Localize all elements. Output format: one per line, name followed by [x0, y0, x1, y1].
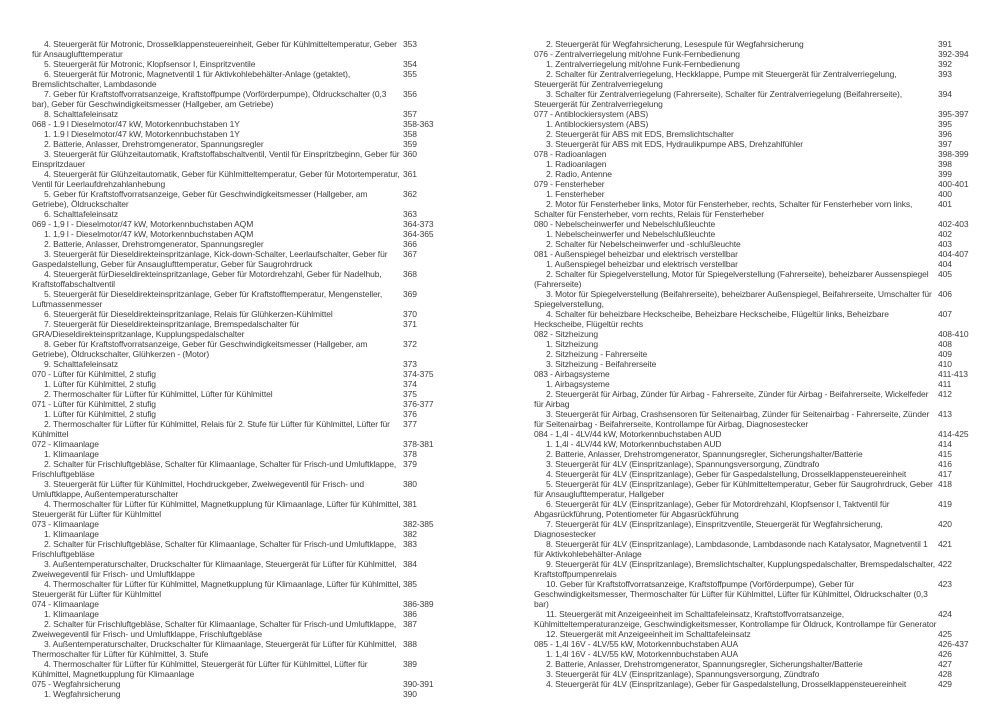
toc-section-header — [534, 219, 974, 229]
toc-entry-page-number: 385 — [403, 579, 417, 589]
toc-entry-page-number: 360 — [403, 149, 417, 159]
toc-section-header — [534, 49, 974, 59]
toc-entry-page-number: 414-425 — [938, 429, 969, 439]
toc-entry-page-number: 398-399 — [938, 149, 969, 159]
toc-entry-page-number: 406 — [938, 289, 952, 299]
toc-entry — [534, 499, 974, 519]
toc-entry-text: 2. Schalter für Frischluftgebläse, Schalter für Klimaanlage, Schalter für Frisch-und Umluftklappe, Frischluftgebläse — [32, 459, 397, 479]
toc-entry-page-number: 382-385 — [403, 519, 434, 529]
toc-entry-page-number: 422 — [938, 559, 952, 569]
toc-entry-page-number: 410 — [938, 359, 952, 369]
toc-entry-page-number: 392 — [938, 59, 952, 69]
toc-entry — [534, 379, 974, 389]
toc-entry-page-number: 426-437 — [938, 639, 969, 649]
toc-entry-text: 6. Steuergerät für Dieseldirekteinspritzanlage, Relais für Glühkerzen-Kühlmittel — [44, 309, 333, 319]
toc-section-header — [534, 639, 974, 649]
toc-entry — [534, 189, 974, 199]
toc-entry-text: 085 - 1,4l 16V - 4LV/55 kW, Motorkennbuchstaben AUA — [534, 639, 739, 649]
toc-entry-text: 4. Schalter für beheizbare Heckscheibe, Beheizbare Heckscheibe, Flügeltür links, Beheizbare Heckscheibe, Flügeltür rechts — [534, 309, 889, 329]
toc-entry-text: 1. Wegfahrsicherung — [44, 689, 121, 699]
toc-entry-page-number: 419 — [938, 499, 952, 509]
toc-entry-page-number: 369 — [403, 289, 417, 299]
toc-entry-page-number: 427 — [938, 659, 952, 669]
toc-entry-text: 8. Schalttafeleinsatz — [44, 109, 118, 119]
toc-entry-text: 11. Steuergerät mit Anzeigeeinheit im Schalttafeleinsatz, Kraftstoffvorratsanzeige, Kühlmitteltemperaturanzeige, Geschwindigkeitsmesser, Kontrollampe für Öldruck, Kontrollampe für Generator — [534, 609, 937, 629]
toc-entry — [534, 649, 974, 659]
toc-entry — [32, 639, 457, 659]
toc-entry — [534, 69, 974, 89]
toc-entry-page-number: 387 — [403, 619, 417, 629]
toc-entry-page-number: 371 — [403, 319, 417, 329]
toc-entry — [534, 389, 974, 409]
toc-entry-text: 073 - Klimaanlage — [32, 519, 99, 529]
index-column-right — [534, 39, 974, 689]
toc-entry-page-number: 391 — [938, 39, 952, 49]
toc-entry-page-number: 405 — [938, 269, 952, 279]
toc-entry — [534, 159, 974, 169]
toc-entry-page-number: 355 — [403, 69, 417, 79]
toc-entry-page-number: 354 — [403, 59, 417, 69]
toc-entry-text: 2. Steuergerät für Airbag, Zünder für Airbag - Fahrerseite, Zünder für Airbag - Beifahrerseite, Wickelfeder für Airbag — [534, 389, 929, 409]
toc-entry — [32, 269, 457, 289]
toc-entry-page-number: 395-397 — [938, 109, 969, 119]
toc-section-header — [32, 119, 457, 129]
toc-entry — [32, 149, 457, 169]
toc-entry-page-number: 361 — [403, 169, 417, 179]
toc-entry-page-number: 390-391 — [403, 679, 434, 689]
toc-entry-page-number: 394 — [938, 89, 952, 99]
toc-entry — [32, 39, 457, 59]
toc-entry-page-number: 428 — [938, 669, 952, 679]
toc-entry-page-number: 381 — [403, 499, 417, 509]
toc-entry-page-number: 377 — [403, 419, 417, 429]
toc-entry-text: 3. Schalter für Zentralverriegelung (Fahrerseite), Schalter für Zentralverriegelung (Beifahrerseite), Steuergerät für Zentralverriegelung — [534, 89, 903, 109]
toc-entry — [534, 579, 974, 609]
toc-entry — [32, 529, 457, 539]
toc-entry-text: 4. Steuergerät für 4LV (Einspritzanlage), Geber für Gaspedalstellung, Drosselklappensteuereinheit — [546, 679, 907, 689]
toc-entry-text: 1. Lüfter für Kühlmittel, 2 stufig — [44, 409, 156, 419]
toc-entry-text: 2. Batterie, Anlasser, Drehstromgenerator, Spannungsregler — [44, 239, 264, 249]
toc-entry-page-number: 416 — [938, 459, 952, 469]
toc-entry-page-number: 404 — [938, 259, 952, 269]
toc-entry — [32, 419, 457, 439]
toc-entry-page-number: 359 — [403, 139, 417, 149]
toc-entry-text: 10. Geber für Kraftstoffvorratsanzeige, Kraftstoffpumpe (Vorförderpumpe), Geber für Geschwindigkeitsmesser, Thermoschalter für Lüfter für Kühlmittel, Lüfter für Kühlmittel, Öldruckschalter (0,3 bar) — [534, 579, 928, 609]
toc-entry — [534, 539, 974, 559]
toc-entry-page-number: 408 — [938, 339, 952, 349]
toc-entry — [32, 479, 457, 499]
toc-entry-text: 3. Außentemperaturschalter, Druckschalter für Klimaanlage, Steuergerät für Lüfter für Kühlmittel, Zweiwegeventil für Frisch- und Umluftklappe — [32, 559, 397, 579]
toc-entry-text: 3. Steuergerät für Dieseldirekteinspritzanlage, Kick-down-Schalter, Leerlaufschalter, Geber für Gaspedalstellung, Geber für Ansauglufttemperatur, Geber für Saugrohrdruck — [32, 249, 388, 269]
toc-entry-page-number: 400 — [938, 189, 952, 199]
toc-entry — [534, 239, 974, 249]
toc-entry-page-number: 370 — [403, 309, 417, 319]
toc-entry — [534, 359, 974, 369]
toc-entry — [534, 169, 974, 179]
toc-entry — [32, 59, 457, 69]
toc-entry-page-number: 420 — [938, 519, 952, 529]
toc-entry-text: 6. Steuergerät für 4LV (Einspritzanlage), Geber für Motordrehzahl, Klopfsensor I, Taktventil für Abgasrückführung, Potentiometer für Abgasrückführung — [534, 499, 890, 519]
toc-entry-text: 2. Thermoschalter für Lüfter für Kühlmittel, Lüfter für Kühlmittel — [44, 389, 273, 399]
toc-entry — [32, 359, 457, 369]
toc-entry-text: 2. Motor für Fensterheber links, Motor für Fensterheber, rechts, Schalter für Fensterheber vorn links, Schalter für Fensterheber, vorn rechts, Relais für Fensterheber — [534, 199, 913, 219]
toc-entry-text: 2. Schalter für Nebelscheinwerfer und -schlußleuchte — [546, 239, 741, 249]
toc-entry-text: 6. Schalttafeleinsatz — [44, 209, 118, 219]
toc-entry-page-number: 411-413 — [938, 369, 968, 379]
toc-entry — [534, 349, 974, 359]
toc-entry-text: 7. Steuergerät für 4LV (Einspritzanlage), Einspritzventile, Steuergerät für Wegfahrsicherung, Diagnosestecker — [534, 519, 883, 539]
toc-section-header — [534, 369, 974, 379]
toc-entry — [32, 189, 457, 209]
toc-entry — [32, 239, 457, 249]
toc-entry — [534, 339, 974, 349]
toc-section-header — [534, 329, 974, 339]
toc-entry-text: 072 - Klimaanlage — [32, 439, 99, 449]
toc-entry-text: 1. Klimaanlage — [44, 609, 99, 619]
toc-entry-text: 2. Batterie, Anlasser, Drehstromgenerator, Spannungsregler, Sicherungshalter/Batterie — [546, 449, 863, 459]
toc-entry-page-number: 396 — [938, 129, 952, 139]
toc-entry-text: 4. Steuergerät für Glühzeitautomatik, Geber für Kühlmitteltemperatur, Geber für Motortemperatur, Ventil für Leerlaufdrehzahlanhebung — [32, 169, 400, 189]
toc-entry-page-number: 401 — [938, 199, 952, 209]
toc-entry-text: 9. Steuergerät für 4LV (Einspritzanlage), Bremslichtschalter, Kupplungspedalschalter, Bremspedalschalter, Kraftstoffpumpenrelais — [534, 559, 936, 579]
toc-entry-text: 4. Thermoschalter für Lüfter für Kühlmittel, Magnetkupplung für Klimaanlage, Lüfter für Kühlmittel, Steuergerät für Lüfter für Kühlmittel — [32, 499, 401, 519]
toc-entry-page-number: 379 — [403, 459, 417, 469]
toc-entry-text: 2. Schalter für Frischluftgebläse, Schalter für Klimaanlage, Schalter für Frisch-und Umluftklappe, Frischluftgebläse — [32, 539, 397, 559]
toc-entry-page-number: 368 — [403, 269, 417, 279]
toc-entry-text: 9. Schalttafeleinsatz — [44, 359, 118, 369]
toc-entry-page-number: 425 — [938, 629, 952, 639]
toc-entry-page-number: 378-381 — [403, 439, 434, 449]
toc-entry-text: 069 - 1,9 l - Dieselmotor/47 kW, Motorkennbuchstaben AQM — [32, 219, 254, 229]
toc-section-header — [534, 179, 974, 189]
toc-entry — [534, 559, 974, 579]
toc-entry — [32, 89, 457, 109]
toc-entry-text: 2. Steuergerät für Wegfahrsicherung, Lesespule für Wegfahrsicherung — [546, 39, 804, 49]
toc-entry — [534, 679, 974, 689]
toc-entry-text: 3. Steuergerät für Glühzeitautomatik, Kraftstoffabschaltventil, Ventil für Einspritzbeginn, Geber für Einspritzdauer — [32, 149, 400, 169]
toc-entry-text: 1. Zentralverriegelung mit/ohne Funk-Fernbedienung — [546, 59, 740, 69]
toc-entry-page-number: 374-375 — [403, 369, 434, 379]
toc-entry — [32, 249, 457, 269]
toc-section-header — [32, 369, 457, 379]
toc-entry-page-number: 356 — [403, 89, 417, 99]
toc-entry-text: 12. Steuergerät mit Anzeigeeinheit im Schalttafeleinsatz — [546, 629, 751, 639]
toc-entry-text: 3. Steuergerät für 4LV (Einspritzanlage), Spannungsversorgung, Zündtrafo — [546, 669, 820, 679]
toc-entry-page-number: 415 — [938, 449, 952, 459]
toc-entry — [32, 499, 457, 519]
toc-entry — [534, 629, 974, 639]
toc-entry-page-number: 411 — [938, 379, 952, 389]
toc-section-header — [32, 519, 457, 529]
toc-entry-page-number: 408-410 — [938, 329, 969, 339]
toc-entry — [32, 229, 457, 239]
toc-entry-text: 2. Sitzheizung - Fahrerseite — [546, 349, 648, 359]
toc-entry-page-number: 402 — [938, 229, 952, 239]
toc-entry-text: 1. Klimaanlage — [44, 449, 99, 459]
toc-entry-page-number: 362 — [403, 189, 417, 199]
toc-entry-page-number: 378 — [403, 449, 417, 459]
toc-entry-text: 1. Radioanlagen — [546, 159, 607, 169]
toc-entry — [534, 479, 974, 499]
toc-entry-text: 2. Radio, Antenne — [546, 169, 612, 179]
toc-entry — [32, 109, 457, 119]
toc-entry-page-number: 366 — [403, 239, 417, 249]
toc-section-header — [534, 109, 974, 119]
toc-entry-text: 080 - Nebelscheinwerfer und Nebelschlußleuchte — [534, 219, 716, 229]
toc-entry-text: 8. Steuergerät für 4LV (Einspritzanlage), Lambdasonde, Lambdasonde nach Katalysator, Magnetventil 1 für Aktivkohlebehälter-Anlage — [534, 539, 928, 559]
toc-entry — [534, 259, 974, 269]
toc-entry — [534, 229, 974, 239]
toc-section-header — [32, 399, 457, 409]
toc-entry-text: 1. Außenspiegel beheizbar und elektrisch verstellbar — [546, 259, 738, 269]
toc-entry — [534, 289, 974, 309]
toc-entry-text: 1. 1,4l - 4LV/44 kW, Motorkennbuchstaben AUD — [546, 439, 722, 449]
toc-entry — [32, 319, 457, 339]
toc-entry-text: 071 - Lüfter für Kühlmittel, 2 stufig — [32, 399, 156, 409]
toc-entry-page-number: 374 — [403, 379, 417, 389]
toc-entry-page-number: 418 — [938, 479, 952, 489]
toc-entry-text: 3. Steuergerät für Lüfter für Kühlmittel, Hochdruckgeber, Zweiwegeventil für Frisch- und Umluftklappe, Außentemperaturschalter — [32, 479, 365, 499]
toc-entry — [32, 379, 457, 389]
toc-entry — [32, 289, 457, 309]
toc-entry — [534, 609, 974, 629]
toc-entry-page-number: 400-401 — [938, 179, 969, 189]
toc-entry-page-number: 373 — [403, 359, 417, 369]
toc-entry — [32, 409, 457, 419]
toc-entry-page-number: 413 — [938, 409, 952, 419]
toc-entry-page-number: 403 — [938, 239, 952, 249]
toc-entry-page-number: 388 — [403, 639, 417, 649]
toc-entry-page-number: 364-365 — [403, 229, 434, 239]
toc-entry — [534, 439, 974, 449]
toc-entry-text: 074 - Klimaanlage — [32, 599, 99, 609]
toc-entry — [534, 89, 974, 109]
toc-entry-text: 8. Geber für Kraftstoffvorratsanzeige, Geber für Geschwindigkeitsmesser (Hallgeber, am Getriebe), Öldruckschalter, Glühkerzen - (Motor) — [32, 339, 368, 359]
toc-entry-page-number: 386-389 — [403, 599, 434, 609]
toc-entry — [534, 469, 974, 479]
toc-entry-text: 076 - Zentralverriegelung mit/ohne Funk-Fernbedienung — [534, 49, 740, 59]
toc-section-header — [534, 429, 974, 439]
toc-entry-page-number: 383 — [403, 539, 417, 549]
toc-entry-text: 2. Steuergerät für ABS mit EDS, Bremslichtschalter — [546, 129, 734, 139]
toc-section-header — [32, 439, 457, 449]
toc-entry-text: 3. Steuergerät für ABS mit EDS, Hydraulikpumpe ABS, Drehzahlfühler — [546, 139, 804, 149]
toc-entry-page-number: 390 — [403, 689, 417, 699]
toc-entry-text: 070 - Lüfter für Kühlmittel, 2 stufig — [32, 369, 156, 379]
toc-entry-text: 7. Geber für Kraftstoffvorratsanzeige, Kraftstoffpumpe (Vorförderpumpe), Öldruckschalter (0,3 bar), Geber für Geschwindigkeitsmesser (Hallgeber, am Getriebe) — [32, 89, 387, 109]
toc-entry — [534, 269, 974, 289]
toc-entry-text: 5. Steuergerät für Dieseldirekteinspritzanlage, Geber für Kraftstofftemperatur, Mengensteller, Luftmassenmesser — [32, 289, 383, 309]
toc-entry-text: 1. 1,9 l - Dieselmotor/47 kW, Motorkennbuchstaben AQM — [44, 229, 254, 239]
toc-entry-text: 6. Steuergerät für Motronic, Magnetventil 1 für Aktivkohlebehälter-Anlage (getaktet), Bremslichtschalter, Lambdasonde — [32, 69, 351, 89]
toc-entry — [534, 309, 974, 329]
toc-entry-page-number: 395 — [938, 119, 952, 129]
toc-entry-page-number: 393 — [938, 69, 952, 79]
index-column-left — [32, 39, 457, 699]
toc-entry-text: 2. Schalter für Spiegelverstellung, Motor für Spiegelverstellung (Fahrerseite), beheizbarer Aussenspiegel (Fahrerseite) — [534, 269, 929, 289]
toc-entry-text: 075 - Wegfahrsicherung — [32, 679, 121, 689]
toc-entry-page-number: 358-363 — [403, 119, 434, 129]
toc-entry-text: 2. Thermoschalter für Lüfter für Kühlmittel, Relais für 2. Stufe für Lüfter für Kühlmittel, Lüfter für Kühlmittel — [32, 419, 390, 439]
toc-entry-page-number: 382 — [403, 529, 417, 539]
toc-entry — [534, 459, 974, 469]
toc-entry-text: 4. Thermoschalter für Lüfter für Kühlmittel, Magnetkupplung für Klimaanlage, Lüfter für Kühlmittel, Steuergerät für Lüfter für Kühlmittel — [32, 579, 401, 599]
toc-section-header — [534, 249, 974, 259]
toc-entry — [534, 659, 974, 669]
toc-entry-page-number: 429 — [938, 679, 952, 689]
toc-entry — [32, 139, 457, 149]
toc-entry-page-number: 421 — [938, 539, 952, 549]
toc-entry-text: 4. Steuergerät für Motronic, Drosselklappensteuereinheit, Geber für Kühlmitteltemperatur, Geber für Ansauglufttemperatur — [32, 39, 397, 59]
toc-entry — [32, 539, 457, 559]
toc-entry — [534, 669, 974, 679]
toc-entry-page-number: 389 — [403, 659, 417, 669]
toc-entry — [32, 659, 457, 679]
toc-entry — [534, 119, 974, 129]
toc-entry-text: 3. Steuergerät für 4LV (Einspritzanlage), Spannungsversorgung, Zündtrafo — [546, 459, 820, 469]
toc-entry-text: 084 - 1,4l - 4LV/44 kW, Motorkennbuchstaben AUD — [534, 429, 722, 439]
toc-entry-page-number: 409 — [938, 349, 952, 359]
toc-entry-page-number: 392-394 — [938, 49, 969, 59]
toc-entry-page-number: 367 — [403, 249, 417, 259]
toc-entry-page-number: 353 — [403, 39, 417, 49]
toc-entry-text: 2. Schalter für Frischluftgebläse, Schalter für Klimaanlage, Schalter für Frisch-und Umluftklappe, Zweiwegeventil für Frisch- und Umluftklappe, Frischluftgebläse — [32, 619, 397, 639]
toc-entry-text: 2. Batterie, Anlasser, Drehstromgenerator, Spannungsregler — [44, 139, 264, 149]
toc-section-header — [32, 599, 457, 609]
toc-entry-text: 1. Nebelscheinwerfer und Nebelschlußleuchte — [546, 229, 716, 239]
toc-entry-page-number: 397 — [938, 139, 952, 149]
toc-entry — [32, 389, 457, 399]
toc-entry — [534, 129, 974, 139]
toc-entry — [32, 169, 457, 189]
toc-entry — [32, 209, 457, 219]
toc-entry-page-number: 357 — [403, 109, 417, 119]
toc-entry-text: 1. Fensterheber — [546, 189, 605, 199]
toc-entry — [534, 449, 974, 459]
toc-entry-page-number: 404-407 — [938, 249, 969, 259]
toc-entry-text: 7. Steuergerät für Dieseldirekteinspritzanlage, Bremspedalschalter für GRA/Dieseldirekteinspritzanlage, Kupplungspedalschalter — [32, 319, 300, 339]
toc-entry-page-number: 372 — [403, 339, 417, 349]
toc-entry-text: 077 - Antiblockiersystem (ABS) — [534, 109, 649, 119]
toc-entry-text: 068 - 1.9 l Dieselmotor/47 kW, Motorkennbuchstaben 1Y — [32, 119, 240, 129]
toc-entry-page-number: 417 — [938, 469, 952, 479]
toc-entry-text: 082 - Sitzheizung — [534, 329, 598, 339]
toc-entry — [32, 309, 457, 319]
toc-entry-page-number: 380 — [403, 479, 417, 489]
toc-entry-page-number: 414 — [938, 439, 952, 449]
toc-entry-text: 3. Sitzheizung - Beifahrerseite — [546, 359, 657, 369]
toc-entry-text: 4. Steuergerät fürDieseldirekteinspritzanlage, Geber für Motordrehzahl, Geber für Nadelhub, Kraftstoffabschaltventil — [32, 269, 382, 289]
toc-entry — [534, 199, 974, 219]
toc-section-header — [32, 679, 457, 689]
toc-entry-text: 5. Steuergerät für 4LV (Einspritzanlage), Geber für Kühlmitteltemperatur, Geber für Saugrohrdruck, Geber für Ansauglufttemperatur, Hallgeber — [534, 479, 933, 499]
toc-entry-page-number: 398 — [938, 159, 952, 169]
toc-entry — [32, 69, 457, 89]
toc-entry-text: 4. Thermoschalter für Lüfter für Kühlmittel, Steuergerät für Lüfter für Kühlmittel, Lüfter für Kühlmittel, Magnetkupplung für Klimaanlage — [32, 659, 368, 679]
toc-entry — [32, 339, 457, 359]
toc-entry — [534, 519, 974, 539]
toc-entry-text: 4. Steuergerät für 4LV (Einspritzanlage), Geber für Gaspedalstellung, Drosselklappensteuereinheit — [546, 469, 907, 479]
toc-entry — [534, 139, 974, 149]
toc-entry-page-number: 364-373 — [403, 219, 434, 229]
toc-entry-page-number: 358 — [403, 129, 417, 139]
toc-entry-text: 1. 1.9 l Dieselmotor/47 kW, Motorkennbuchstaben 1Y — [44, 129, 240, 139]
toc-entry-text: 1. Airbagsysteme — [546, 379, 610, 389]
toc-entry-text: 1. Klimaanlage — [44, 529, 99, 539]
toc-entry-page-number: 376-377 — [403, 399, 434, 409]
toc-entry — [32, 619, 457, 639]
toc-entry — [32, 129, 457, 139]
toc-entry — [32, 579, 457, 599]
toc-entry — [32, 449, 457, 459]
toc-entry — [32, 559, 457, 579]
toc-entry-page-number: 386 — [403, 609, 417, 619]
toc-entry-page-number: 375 — [403, 389, 417, 399]
toc-entry — [534, 59, 974, 69]
toc-entry-page-number: 407 — [938, 309, 952, 319]
toc-entry-text: 5. Steuergerät für Motronic, Klopfsensor I, Einspritzventile — [44, 59, 256, 69]
toc-entry-text: 5. Geber für Kraftstoffvorratsanzeige, Geber für Geschwindigkeitsmesser (Hallgeber, am Getriebe), Öldruckschalter — [32, 189, 368, 209]
toc-entry-page-number: 376 — [403, 409, 417, 419]
toc-entry — [32, 459, 457, 479]
toc-entry — [534, 39, 974, 49]
toc-entry-text: 3. Motor für Spiegelverstellung (Beifahrerseite), beheizbarer Außenspiegel, Beifahrerseite, Umschalter für Spiegelverstellung, — [534, 289, 932, 309]
toc-entry-text: 3. Außentemperaturschalter, Druckschalter für Klimaanlage, Steuergerät für Lüfter für Kühlmittel, Thermoschalter für Lüfter für Kühlmittel, 3. Stufe — [32, 639, 397, 659]
toc-entry-page-number: 423 — [938, 579, 952, 589]
toc-entry-text: 1. 1,4l 16V - 4LV/55 kW, Motorkennbuchstaben AUA — [546, 649, 739, 659]
toc-entry-page-number: 384 — [403, 559, 417, 569]
toc-entry-text: 2. Schalter für Zentralverriegelung, Heckklappe, Pumpe mit Steuergerät für Zentralverriegelung, Steuergerät für Zentralverriegelung — [534, 69, 897, 89]
toc-entry-page-number: 363 — [403, 209, 417, 219]
toc-entry-page-number: 412 — [938, 389, 952, 399]
toc-entry-text: 079 - Fensterheber — [534, 179, 605, 189]
toc-entry-text: 1. Lüfter für Kühlmittel, 2 stufig — [44, 379, 156, 389]
toc-entry-text: 1. Antiblockiersystem (ABS) — [546, 119, 649, 129]
toc-section-header — [534, 149, 974, 159]
toc-entry — [32, 689, 457, 699]
toc-entry-page-number: 399 — [938, 169, 952, 179]
toc-entry-text: 3. Steuergerät für Airbag, Crashsensoren für Seitenairbag, Zünder für Seitenairbag - Fahrerseite, Zünder für Seitenairbag - Beifahrerseite, Kontrollampe für Airbag, Diagnosestecker — [534, 409, 930, 429]
toc-entry-page-number: 402-403 — [938, 219, 969, 229]
toc-entry-page-number: 426 — [938, 649, 952, 659]
toc-entry-text: 081 - Außenspiegel beheizbar und elektrisch verstellbar — [534, 249, 738, 259]
toc-entry — [32, 609, 457, 619]
toc-section-header — [32, 219, 457, 229]
toc-entry-text: 2. Batterie, Anlasser, Drehstromgenerator, Spannungsregler, Sicherungshalter/Batterie — [546, 659, 863, 669]
toc-entry-text: 078 - Radioanlagen — [534, 149, 607, 159]
toc-entry-text: 1. Sitzheizung — [546, 339, 598, 349]
toc-entry-page-number: 424 — [938, 609, 952, 619]
toc-entry — [534, 409, 974, 429]
toc-entry-text: 083 - Airbagsysteme — [534, 369, 610, 379]
